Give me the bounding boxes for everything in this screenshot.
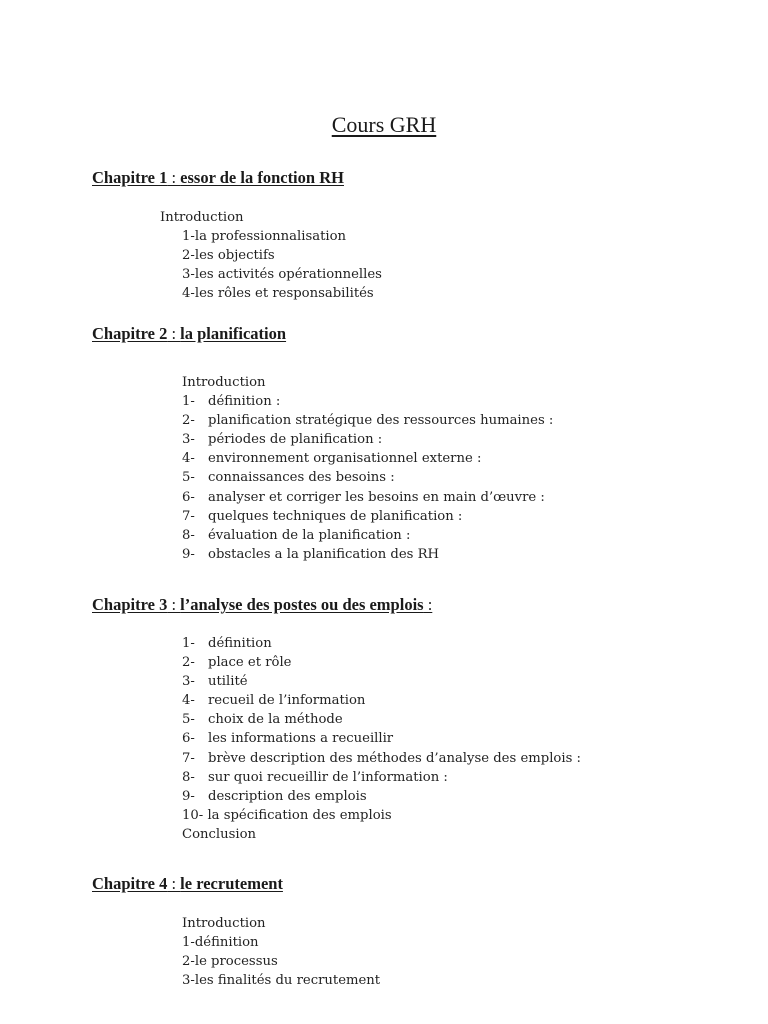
chapter-3-tail: : — [423, 595, 433, 614]
chapter-4-contents — [182, 914, 380, 990]
chapter-3-number: Chapitre 3 — [92, 595, 168, 614]
chapter-2-item-5 — [182, 468, 553, 487]
chapter-2-item-3 — [182, 430, 553, 449]
chapter-3-item-9 — [182, 787, 581, 806]
item-text: choix de la méthode — [208, 712, 343, 728]
chapter-3-item-8 — [182, 768, 581, 787]
item-text: description des emplois — [208, 788, 367, 804]
item-text: connaissances des besoins : — [208, 470, 395, 486]
chapter-1-item-4: 4-les rôles et responsabilités — [182, 286, 374, 302]
item-number: 2- — [182, 655, 195, 671]
chapter-4-separator: : — [167, 874, 181, 893]
chapter-2-item-7 — [182, 507, 553, 526]
chapter-2-item-4 — [182, 449, 553, 468]
chapter-2-item-1 — [182, 392, 553, 411]
chapter-3-separator: : — [167, 595, 181, 614]
chapter-4-number: Chapitre 4 — [92, 874, 168, 893]
item-number: 2- — [182, 413, 195, 429]
item-text: analyser et corriger les besoins en main d’œuvre : — [208, 489, 545, 505]
chapter-4-item-2: 2-le processus — [182, 954, 278, 970]
item-number: 9- — [182, 546, 195, 562]
item-number: 1- — [182, 394, 195, 410]
item-number: 7- — [182, 508, 195, 524]
item-text: quelques techniques de planification : — [208, 508, 463, 524]
item-number: 7- — [182, 750, 195, 766]
item-text: planification stratégique des ressources humaines : — [208, 413, 554, 429]
chapter-3-name: l’analyse des postes ou des emplois — [180, 595, 424, 614]
item-number: 4- — [182, 693, 195, 709]
chapter-3-item-10 — [182, 806, 581, 825]
chapter-3-conclusion: Conclusion — [182, 826, 257, 842]
chapter-3-item-1 — [182, 634, 581, 653]
item-number: 4- — [182, 451, 195, 467]
chapter-3-item-6 — [182, 729, 581, 748]
item-text: utilité — [208, 674, 248, 690]
chapter-1-contents — [160, 208, 382, 303]
chapter-3-item-3 — [182, 672, 581, 691]
item-number: 5- — [182, 712, 195, 728]
chapter-2-separator: : — [167, 324, 181, 343]
item-text: obstacles a la planification des RH — [208, 546, 440, 562]
item-text: recueil de l’information — [208, 693, 366, 709]
item-number: 5- — [182, 470, 195, 486]
chapter-3-item-2 — [182, 653, 581, 672]
chapter-4-name: le recrutement — [180, 874, 283, 893]
chapter-1-heading — [92, 168, 344, 188]
item-text: la spécification des emplois — [207, 807, 392, 823]
chapter-4-item-3: 3-les finalités du recrutement — [182, 973, 381, 989]
chapter-4-item-1: 1-définition — [182, 935, 259, 951]
chapter-2-heading — [92, 324, 286, 344]
chapter-2-contents — [182, 373, 553, 564]
chapter-3-item-5 — [182, 710, 581, 729]
chapter-3-heading — [92, 595, 432, 615]
chapter-1-name: essor de la fonction RH — [180, 168, 344, 187]
chapter-3-contents — [182, 634, 581, 844]
chapter-1-separator: : — [167, 168, 181, 187]
item-number: 6- — [182, 489, 195, 505]
item-number: 8- — [182, 527, 195, 543]
chapter-2-number: Chapitre 2 — [92, 324, 168, 343]
chapter-3-item-7 — [182, 749, 581, 768]
chapter-1-item-3: 3-les activités opérationnelles — [182, 267, 382, 283]
chapter-2-item-6 — [182, 488, 553, 507]
item-text: les informations a recueillir — [208, 731, 394, 747]
item-number: 3- — [182, 674, 195, 690]
item-number: 6- — [182, 731, 195, 747]
item-text: périodes de planification : — [208, 432, 383, 448]
item-number: 10- — [182, 807, 204, 823]
item-text: sur quoi recueillir de l’information : — [208, 769, 448, 785]
chapter-1-number: Chapitre 1 — [92, 168, 168, 187]
chapter-3-item-4 — [182, 691, 581, 710]
chapter-1-item-2: 2-les objectifs — [182, 248, 275, 264]
chapter-1-item-1: 1-la professionnalisation — [182, 229, 347, 245]
item-text: brève description des méthodes d’analyse des emplois : — [208, 750, 581, 766]
chapter-2-item-2 — [182, 411, 553, 430]
chapter-4-intro: Introduction — [182, 916, 266, 931]
chapter-4-heading — [92, 874, 283, 894]
item-text: définition — [208, 636, 272, 651]
chapter-2-name: la planification — [180, 324, 287, 343]
item-number: 9- — [182, 788, 195, 804]
chapter-1-intro: Introduction — [160, 210, 244, 225]
chapter-2-item-9 — [182, 545, 553, 564]
chapter-2-intro: Introduction — [182, 375, 266, 390]
item-text: environnement organisationnel externe : — [208, 451, 482, 467]
item-text: évaluation de la planification : — [208, 527, 411, 543]
page-title: Cours GRH — [331, 112, 437, 137]
item-text: définition : — [208, 394, 281, 410]
item-text: place et rôle — [208, 655, 292, 671]
item-number: 1- — [182, 636, 195, 651]
item-number: 3- — [182, 432, 195, 448]
chapter-2-item-8 — [182, 526, 553, 545]
item-number: 8- — [182, 769, 195, 785]
